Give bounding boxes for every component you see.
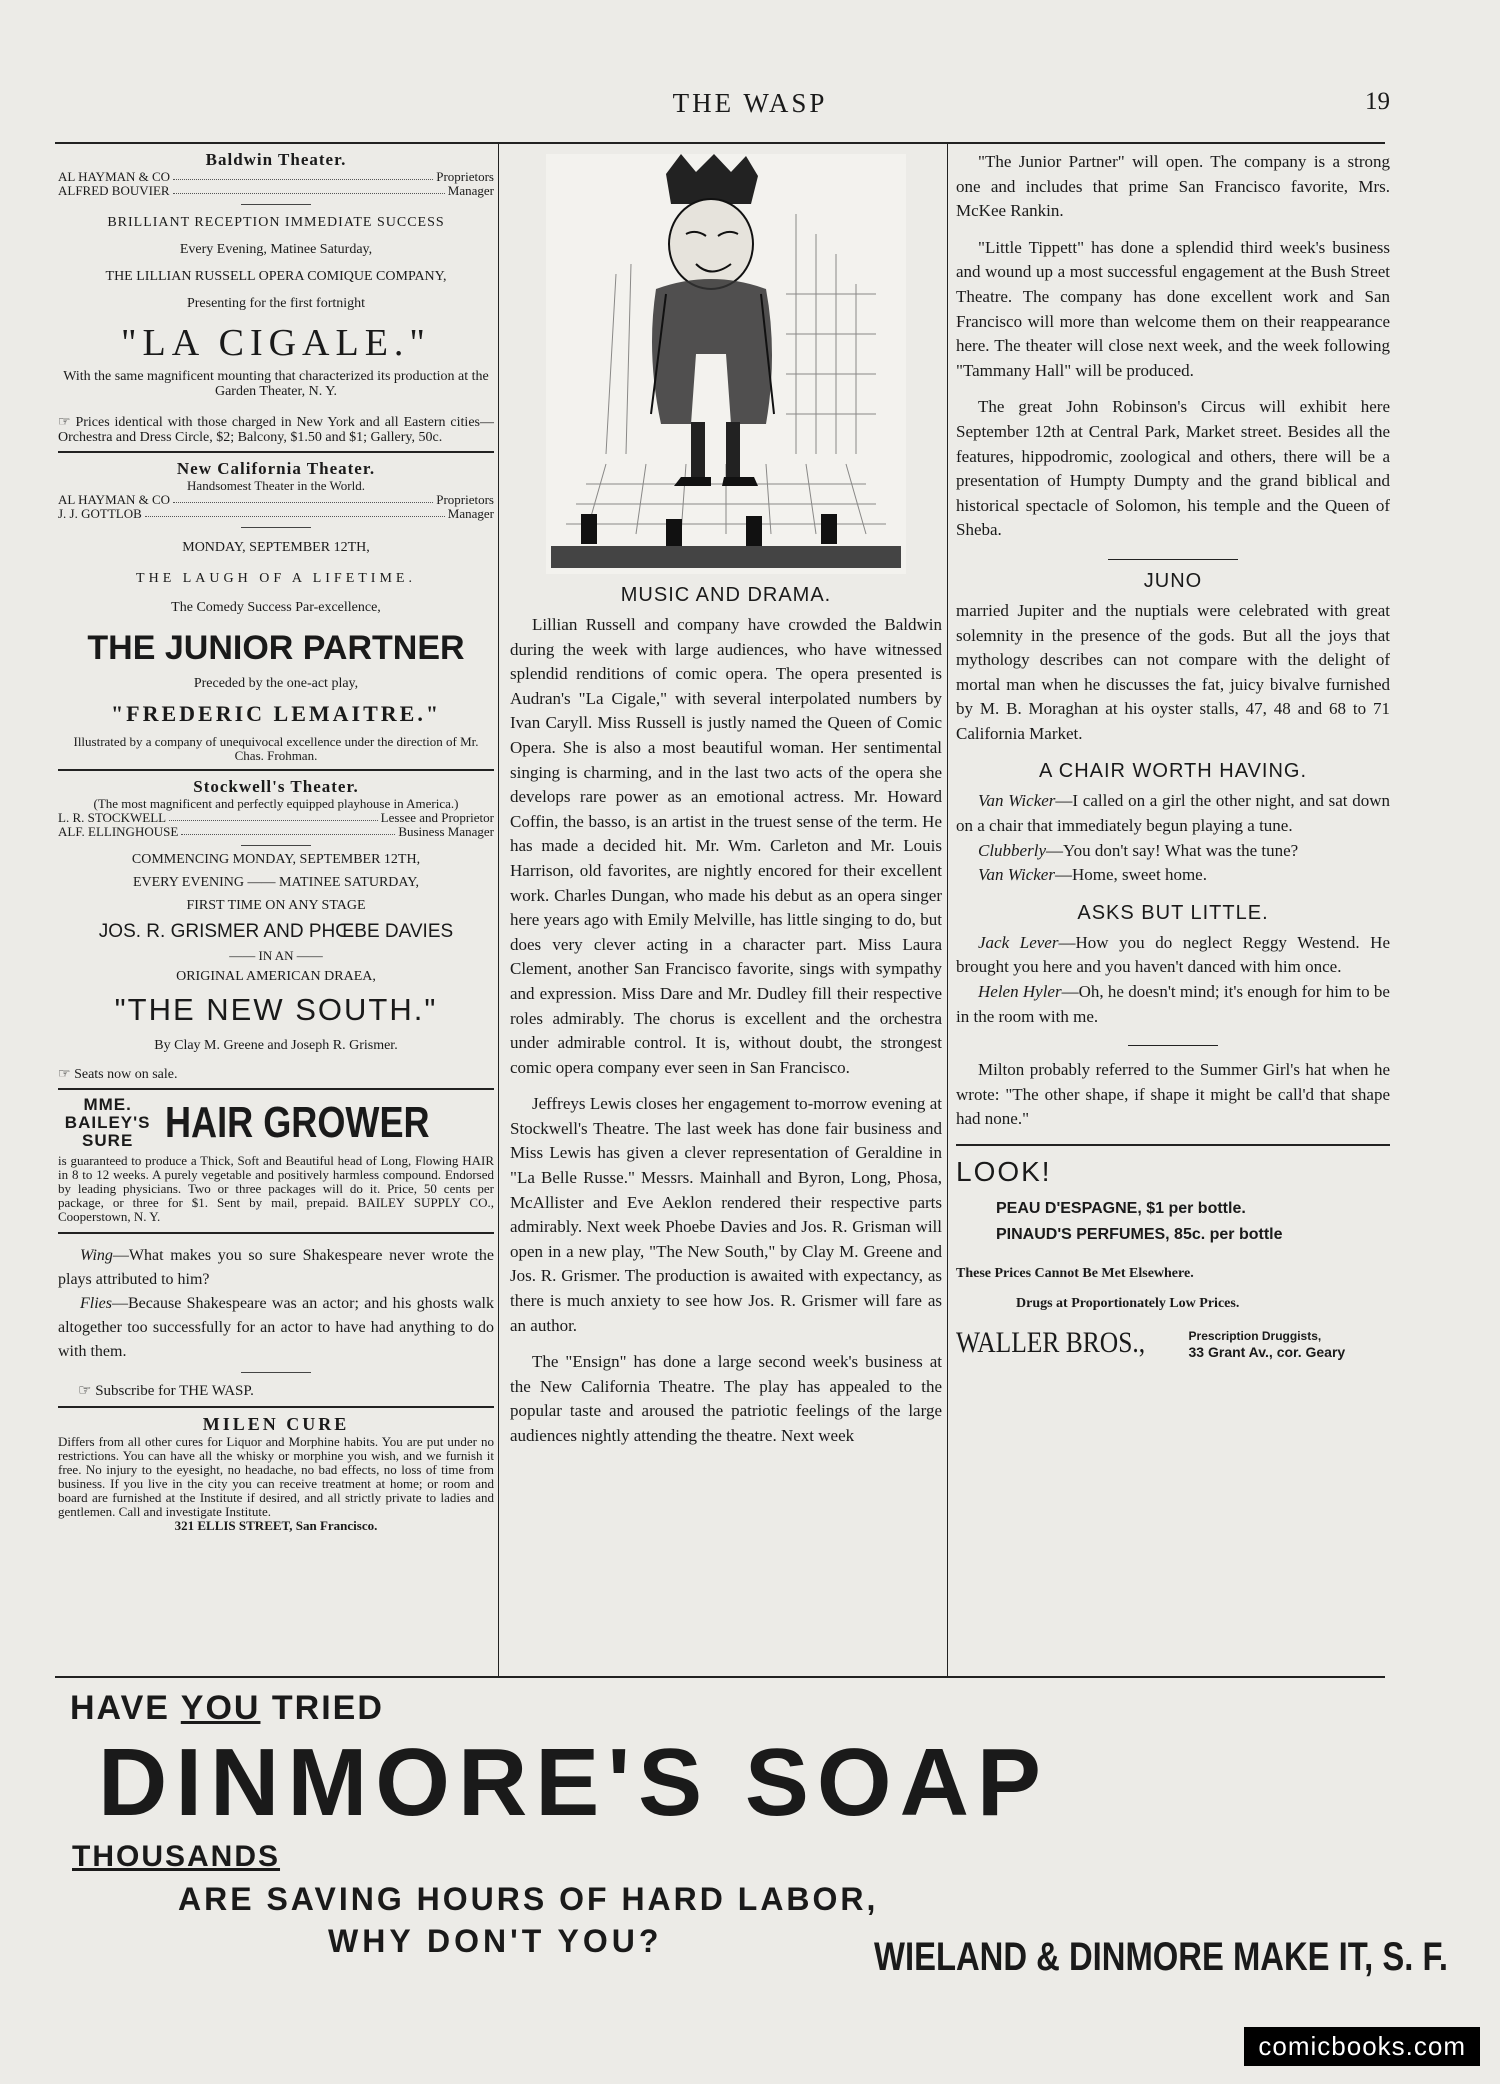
baldwin-line: Presenting for the first fortnight [186,296,366,311]
new-california-comedy: The Comedy Success Par-excellence, [171,600,381,615]
baldwin-line: Every Evening, Matinee Saturday, [179,242,373,257]
have-you-tried: HAVE YOU TRIED [70,1689,384,1727]
staff-row: AL HAYMAN & CO Proprietors [58,492,494,507]
baldwin-note: With the same magnificent mounting that characterized its production at the Garden Theater, N. Y. [63,369,489,399]
hair-grower-sure: SURE [82,1131,134,1150]
drugs-line: Drugs at Proportionately Low Prices. [1016,1296,1240,1311]
ad-divider [956,1144,1390,1146]
milen-cure-copy: Differs from all other cures for Liquor and Morphine habits. You are put under no restrictions. You can have all the whisky or morphine you wish, and we furnish it free. No injury to the eyesight, no headache, no bad effects, no loss of time from business. If you live in the city you can receive treatment at home; or room and board are furnished at the Institute if desired, and all strictly private to ladies and gentlemen. Call and investigate Institute. [58,1434,494,1519]
stockwell-ad [58,777,494,1082]
divider [241,204,311,205]
running-title: THE WASP [672,88,828,118]
dialogue-line: Clubberly—You don't say! What was the tune? [978,840,1299,860]
column-divider-1 [498,144,499,1676]
look-heading: LOOK! [956,1156,1052,1187]
staff-row: L. R. STOCKWELL Lessee and Proprietor [58,810,494,825]
junior-partner-title: THE JUNIOR PARTNER [87,629,465,667]
why-line: WHY DON'T YOU? [328,1923,663,1959]
chair-dialogue [956,789,1390,887]
stockwell-by: By Clay M. Greene and Joseph R. Grismer. [154,1038,398,1053]
hair-grower-copy: is guaranteed to produce a Thick, Soft and Beautiful head of Long, Flowing HAIR in 8 to 12 weeks. A purely vegetable and positively harmless compound. Endorsed by leading physicians. Two or three packages will do it. Price, 50 cents per package, or three for $1. Sent by mail, prepaid. BAILEY SUPPLY CO., Cooperstown, N. Y. [58,1153,494,1224]
column-3 [956,150,1390,1675]
new-california-name: New California Theater. [176,459,376,478]
divider [241,845,311,846]
maker-line: WIELAND & DINMORE MAKE IT, S. F. [874,1935,1448,1979]
new-south-title: "THE NEW SOUTH." [114,992,438,1027]
hair-grower-ad [58,1096,494,1224]
joke-line: Flies—Because Shakespeare was an actor; and his ghosts walk altogether too successfully for an actor to have had anything to do with them. [58,1295,494,1360]
waller-bros-name: WALLER BROS., [956,1326,1146,1359]
baldwin-line: THE LILLIAN RUSSELL OPERA COMIQUE COMPANY, [105,269,447,284]
waller-bros-ad [956,1156,1390,1360]
waller-role: Prescription Druggists, [1188,1329,1322,1343]
section-rule [1108,559,1238,560]
stockwell-in-an: —— IN AN —— [229,948,323,963]
asks-heading: ASKS BUT LITTLE. [1077,901,1269,924]
stockwell-original: ORIGINAL AMERICAN DRAEA, [176,969,376,984]
shakespeare-joke [58,1244,494,1364]
stockwell-first: FIRST TIME ON ANY STAGE [186,898,366,913]
ad-divider [58,769,494,771]
section-rule [1128,1045,1218,1046]
pinaud-line: PINAUD'S PERFUMES, 85c. per bottle [996,1226,1283,1243]
asks-dialogue [956,931,1390,1029]
new-california-tagline: Handsomest Theater in the World. [187,478,365,493]
column-3-body [956,150,1390,543]
music-drama-body [510,613,942,1449]
stockwell-tagline: (The most magnificent and perfectly equipped playhouse in America.) [93,796,459,811]
peau-line: PEAU D'ESPAGNE, $1 per bottle. [996,1200,1246,1217]
page-header [0,88,1500,128]
page-number: 19 [1365,88,1390,115]
new-california-date: MONDAY, SEPTEMBER 12TH, [182,540,370,555]
subscribe-notice: ☞ Subscribe for THE WASP. [78,1383,254,1399]
hair-grower-baileys: BAILEY'S [64,1113,151,1132]
dialogue-line: Van Wicker—Home, sweet home. [978,865,1207,885]
king-caricature-illustration [546,154,906,574]
dinmore-soap-ad [58,1685,1448,1995]
ad-top-rule [55,1676,1385,1678]
column-1-ads [58,150,494,1670]
music-drama-heading: MUSIC AND DRAMA. [620,584,832,606]
column-2-music-drama [510,150,942,1675]
la-cigale-title: "LA CIGALE." [121,322,431,364]
baldwin-name: Baldwin Theater. [205,150,347,169]
milton-text: Milton probably referred to the Summer Girl's hat when he wrote: "The other shape, if shape it might be call'd that shape had none." [956,1060,1390,1129]
divider [241,527,311,528]
king-caricature-icon [546,154,906,574]
new-california-preceded: Preceded by the one-act play, [193,676,359,691]
baldwin-line: BRILLIANT RECEPTION IMMEDIATE SUCCESS [107,215,445,230]
header-rule [55,142,1385,144]
juno-text: married Jupiter and the nuptials were celebrated with great solemnity in the presence of the gods. But all the joys that mythology describes can not compare with the delight of mortal man when he discusses the fat, juicy bivalve furnished by M. B. Moraghan at his oyster stalls, 47, 48 and 68 to 71 California Market. [956,600,1390,743]
joke-line: Wing—What makes you so sure Shakespeare never wrote the plays attributed to him? [58,1247,494,1288]
milen-cure-title: MILEN CURE [202,1414,350,1434]
new-california-laugh: THE LAUGH OF A LIFETIME. [136,571,416,586]
dinmore-soap-brand: DINMORE'S SOAP [98,1729,1049,1836]
dialogue-line: Helen Hyler—Oh, he doesn't mind; it's enough for him to be in the room with me. [956,982,1390,1026]
ad-divider [58,1406,494,1408]
milen-cure-ad [58,1414,494,1533]
thousands-line: THOUSANDS [72,1840,281,1873]
article-paragraph: Jeffreys Lewis closes her engagement to-morrow evening at Stockwell's Theatre. The last week has done fair business and Miss Lewis has given a clever representation of Geraldine in "La Belle Russe." Messrs. Mainhall and Byron, Long, Phosa, McAllister and Eve Aeklon rendered their respective parts admirably. Next week Phoebe Davies and Jos. R. Grisman will open in a new play, "The New South," by Clay M. Greene and Jos. R. Grismer. The production is awaited with expectancy, as there is much anxiety to see how Jos. R. Grismer will fare as an author. [510,1094,942,1335]
baldwin-ad [58,150,494,445]
staff-row: ALF. ELLINGHOUSE Business Manager [58,824,494,839]
article-paragraph: "Little Tippett" has done a splendid third week's business and wound up a most successful engagement at the Bush Street Theatre. The company has done excellent work and San Francisco will more than welcome them on their reappearance here. The theater will close next week, and the week following "Tammany Hall" will be produced. [956,237,1390,380]
stockwell-name: Stockwell's Theater. [193,777,359,796]
staff-row: J. J. GOTTLOB Manager [58,506,494,521]
article-paragraph: Lillian Russell and company have crowded the Baldwin during the week with large audiences, who have witnessed splendid renditions of comic opera. The opera presented is Audran's "La Cigale," with several interpolated numbers by Ivan Caryll. Miss Russell is justly named the Queen of Comic Opera. She is also a most beautiful woman. Her sentimental singing is charming, and in the last two acts of the opera she develops rare power as an emotional actress. Mr. Howard Coffin, the basso, is an artist in the truest sense of the term. He has made a decided hit. Mr. Wm. Carleton and Mr. Louis Harrison, old favorites, are nightly encored for their excellent work. Charles Dungan, who made his debut as an opera singer here years ago with Emily Melville, has little singing to do, but does very clever acting in a character part. Miss Laura Clement, another San Francisco favorite, sings with sympathy and expression. Miss Dare and Mr. Dudley fill their respective roles admirably. The chorus is excellent and the orchestra under admirable control. It is, without doubt, the strongest comic opera company ever seen in San Francisco. [510,615,942,1077]
dialogue-line: Van Wicker—I called on a girl the other night, and sat down on a chair that immediately begun playing a tune. [956,791,1390,836]
hair-grower-mme: MME. [83,1095,132,1114]
staff-row: ALFRED BOUVIER Manager [58,183,494,198]
milen-cure-address: 321 ELLIS STREET, San Francisco. [174,1518,378,1533]
new-california-ad [58,459,494,763]
staff-row: AL HAYMAN & CO Proprietors [58,169,494,184]
article-paragraph: "The Junior Partner" will open. The company is a strong one and includes that prime San Francisco favorite, Mrs. McKee Rankin. [956,152,1390,221]
frederic-lemaitre-title: "FREDERIC LEMAITRE." [110,701,442,726]
ad-divider [58,1088,494,1090]
chair-heading: A CHAIR WORTH HAVING. [1038,760,1308,783]
stockwell-every: EVERY EVENING —— MATINEE SATURDAY, [132,875,420,890]
ad-divider [58,1232,494,1234]
prices-line: These Prices Cannot Be Met Elsewhere. [956,1266,1194,1281]
article-paragraph: The great John Robinson's Circus will exhibit here September 12th at Central Park, Market street. Besides all the features, hippodromic, zoological and others, there will be a presentation of Humpty Dumpty and the grand biblical and historical spectacle of Solomon, his temple and the Queen of Sheba. [956,397,1390,540]
waller-address: 33 Grant Av., cor. Geary [1188,1344,1346,1360]
divider [241,1372,311,1373]
baldwin-prices: ☞ Prices identical with those charged in New York and all Eastern cities—Orchestra and Dress Circle, $2; Balcony, $1.50 and $1; Gallery, 50c. [58,415,494,445]
new-california-illustrated: Illustrated by a company of unequivocal excellence under the direction of Mr. Chas. Frohman. [73,734,479,763]
stockwell-stars: JOS. R. GRISMER AND PHŒBE DAVIES [98,921,454,942]
article-paragraph: The "Ensign" has done a large second week's business at the New California Theatre. The play has appealed to the popular taste and aroused the patriotic feelings of the large audiences nightly attending the theatre. Next week [510,1352,942,1445]
stockwell-seats: ☞ Seats now on sale. [58,1067,178,1082]
juno-heading: JUNO [1143,569,1203,592]
column-divider-2 [947,144,948,1676]
hair-grower-title: HAIR GROWER [164,1098,430,1147]
dialogue-line: Jack Lever—How you do neglect Reggy Westend. He brought you here and you haven't danced with him once. [956,932,1390,977]
saving-line: ARE SAVING HOURS OF HARD LABOR, [178,1881,879,1917]
watermark-badge: comicbooks.com [1244,2027,1480,2066]
ad-divider [58,451,494,453]
stockwell-commencing: COMMENCING MONDAY, SEPTEMBER 12TH, [131,852,421,867]
